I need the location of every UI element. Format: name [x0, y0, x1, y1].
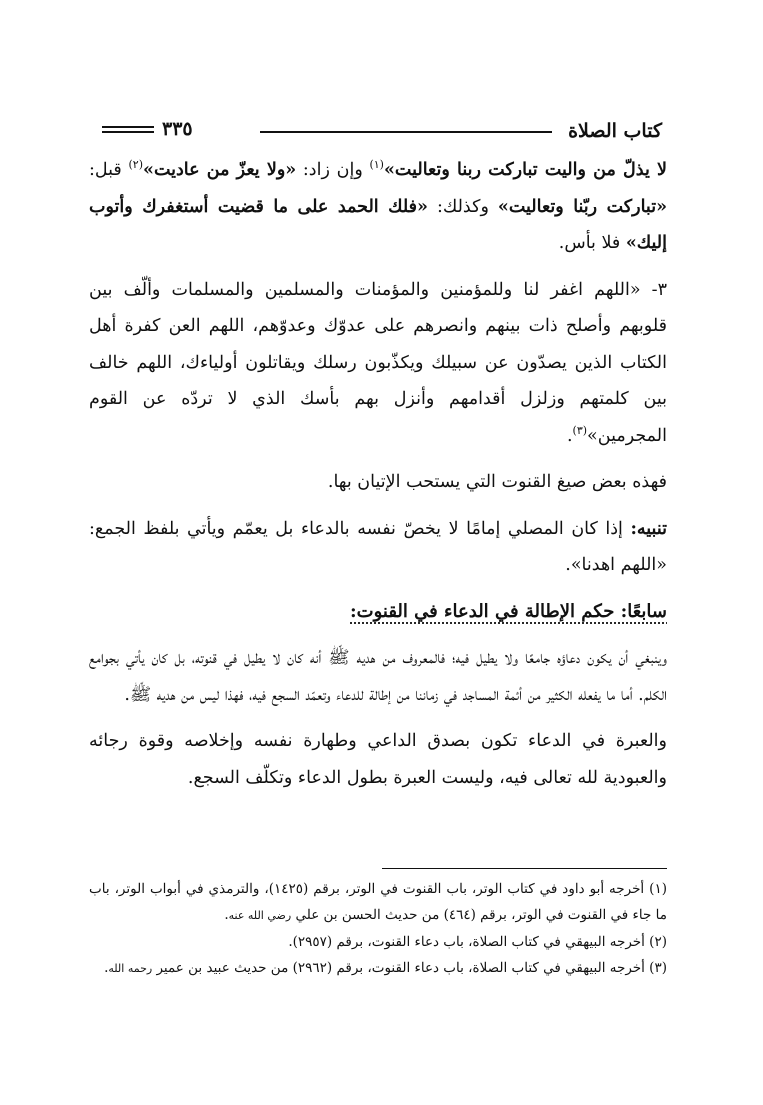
page-header [102, 118, 662, 148]
quote-text: «فلك الحمد على ما قضيت أستغفرك وأتوب إليك» [89, 196, 667, 253]
footnotes [89, 876, 667, 982]
text-run: . [224, 907, 229, 923]
text-run: وكذلك: [428, 196, 498, 217]
paragraph-qunut-additions [89, 152, 667, 262]
honorific-seal: رضي الله عنه [228, 909, 292, 922]
footnote-text: أخرجه البيهقي في كتاب الصلاة، باب دعاء القنوت، برقم (٢٩٥٧). [288, 934, 650, 950]
honorific-seal: رحمه الله [108, 962, 153, 975]
footnote-2 [89, 929, 667, 955]
paragraph-supplication-3 [89, 272, 667, 455]
quote-text: لا يذلّ من واليت تباركت ربنا وتعاليت» [383, 160, 668, 180]
text-run: . [104, 960, 109, 976]
main-text [89, 152, 667, 806]
footnote-ref-1[interactable]: (١) [369, 158, 384, 172]
header-rule-short-top [102, 126, 154, 128]
paragraph-note [89, 511, 667, 584]
text-run: وإن زاد: [296, 160, 370, 180]
footnote-number: (٣) [649, 960, 667, 976]
supplication-text: ٣- «اللهم اغفر لنا وللمؤمنين والمؤمنات والمسلمين والمسلمات وألّف بين قلوبهم وأصلح ذات بينهم وانصرهم على عدوّك وعدوّهم، اللهم العن كفرة أهل الكتاب الذين يصدّون عن سبيلك ويكذّبون رسلك ويقاتلون أولياءك، اللهم خالف بين كلمتهم وزلزل أقدامهم وأنزل بهم بأسك الذي لا تردّه عن القوم المجرمين» [89, 279, 667, 446]
text-run: فلا بأس. [558, 233, 626, 253]
header-rule-short-bottom [102, 131, 154, 133]
footnote-text: أخرجه أبو داود في كتاب الوتر، باب القنوت في الوتر، برقم (١٤٢٥)، والترمذي في أبواب الوتر، باب ما جاء في القنوت في الوتر، برقم (٤٦٤) من حديث الحسن بن علي [89, 881, 667, 923]
footnote-ref-2[interactable]: (٢) [128, 158, 143, 172]
note-label: تنبيه: [630, 518, 667, 539]
paragraph-summary: فهذه بعض صيغ القنوت التي يستحب الإتيان بها. [327, 472, 667, 492]
paragraph-lengthening: وينبغي أن يكون دعاؤه جامعًا ولا يطيل فيه؛ فالمعروف من هديه ﷺ أنه كان لا يطيل في قنوته، بل كان يأتي بجوامع الكلم. أما ما يفعله الكثير من أئمة المساجد في زماننا من إطالة للدعاء وتعمّد السجع فيه، فهذا ليس من هديه ﷺ. [89, 648, 667, 705]
footnote-3 [89, 955, 667, 982]
quote-text: «تباركت ربّنا وتعاليت» [497, 196, 668, 217]
footnote-text: أخرجه البيهقي في كتاب الصلاة، باب دعاء القنوت، برقم (٢٩٦٢) من حديث عبيد بن عمير [156, 960, 650, 976]
footnote-number: (٢) [649, 934, 667, 950]
paragraph-lesson: والعبرة في الدعاء تكون بصدق الداعي وطهارة نفسه وإخلاصه وقوة رجائه والعبودية لله تعالى فيه، وليست العبرة بطول الدعاء وتكلّف السجع. [89, 731, 667, 788]
text-run: قبل: [89, 160, 129, 180]
text-run: . [566, 425, 573, 446]
note-text: إذا كان المصلي إمامًا لا يخصّ نفسه بالدعاء بل يعمّم ويأتي بلفظ الجمع: «اللهم اهدنا». [89, 518, 667, 575]
footnote-number: (١) [649, 881, 667, 897]
header-rule [260, 131, 552, 133]
quote-text: «ولا يعزّ من عاديت» [143, 160, 297, 180]
footnote-1 [89, 876, 667, 929]
section-heading: سابعًا: حكم الإطالة في الدعاء في القنوت: [350, 600, 667, 622]
running-title: كتاب الصلاة [568, 120, 662, 142]
footnote-separator [382, 868, 667, 869]
footnote-ref-3[interactable]: (٣) [572, 423, 588, 437]
page-number: ٣٣٥ [162, 118, 193, 140]
